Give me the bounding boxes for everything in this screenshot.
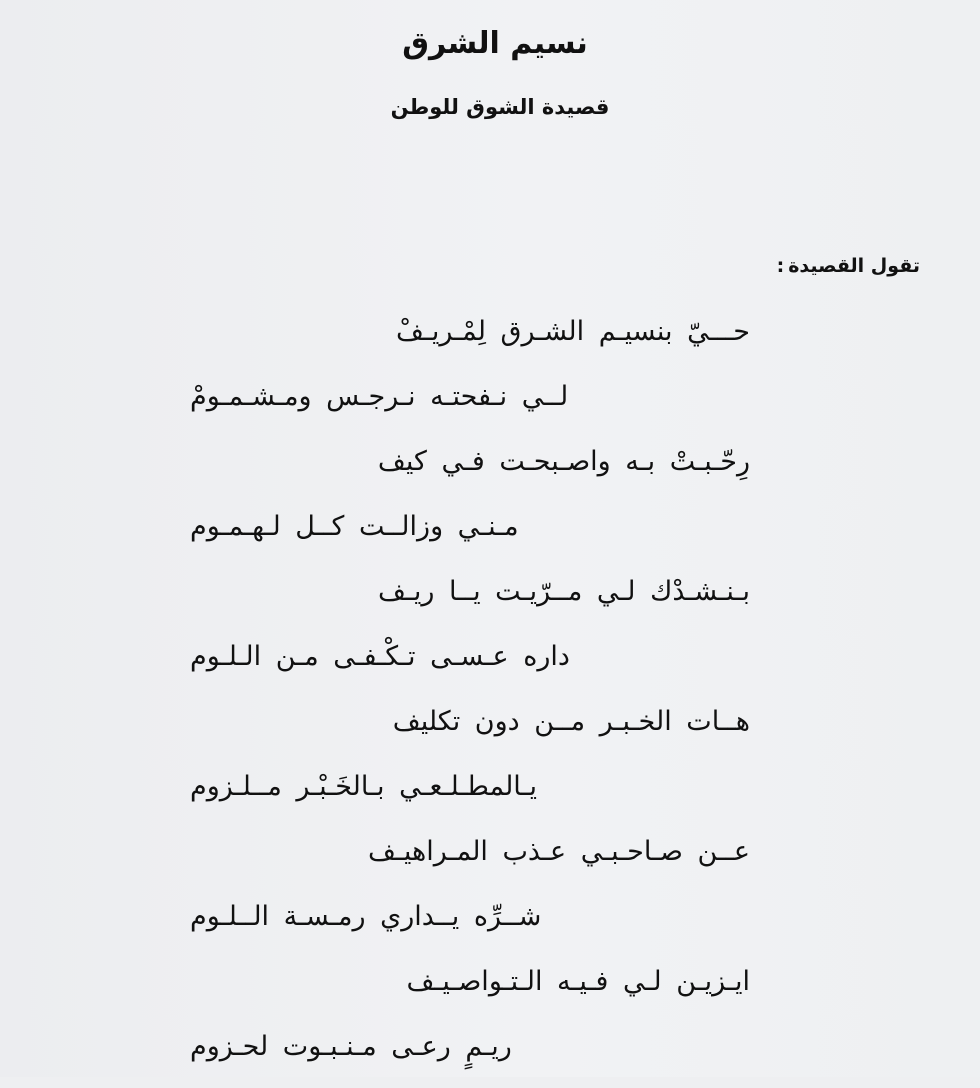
verse-line: بـنـشـدْك لـي مــرّيـت يــا ريـف	[378, 576, 750, 607]
intro-label: تقول القصيدة	[788, 255, 920, 277]
verse-line: مـنـي وزالــت كــل لـهـمـوم	[190, 511, 519, 542]
page-title: نسيم الشرق	[402, 26, 588, 61]
intro-heading	[777, 255, 920, 277]
verse-line: شــرِّه يــداري رمـسـة الــلـوم	[190, 901, 542, 932]
verse-line: لــي نـفحتـه نـرجـس ومـشـمـومْ	[190, 381, 569, 412]
verse-line: يـالمطـلـعـي بـالخَـبْـر مــلـزوم	[190, 771, 537, 802]
intro-colon: :	[776, 255, 785, 277]
verse-line: رِحّـبـتْ بـه واصـبحـت فـي كيف	[377, 446, 750, 477]
verse-line: هــات الخـبـر مــن دون تكليف	[392, 706, 750, 737]
poem-subtitle: قصيدة الشوق للوطن	[390, 95, 610, 119]
verse-line: عــن صـاحـبـي عـذب المـراهيـف	[368, 836, 750, 867]
verse-line: حـــيّ بنسيـم الشـرق لِمْـريـفْ	[395, 316, 750, 347]
poem-verses	[190, 308, 750, 1088]
verse-line: ريـمٍ رعـى مـنـبـوت لحـزوم	[190, 1031, 512, 1062]
verse-line: داره عـسـى تـكْـفـى مـن الـلـوم	[190, 641, 570, 672]
verse-line: ايـزيـن لـي فـيـه الـتـواصـيـف	[406, 966, 750, 997]
